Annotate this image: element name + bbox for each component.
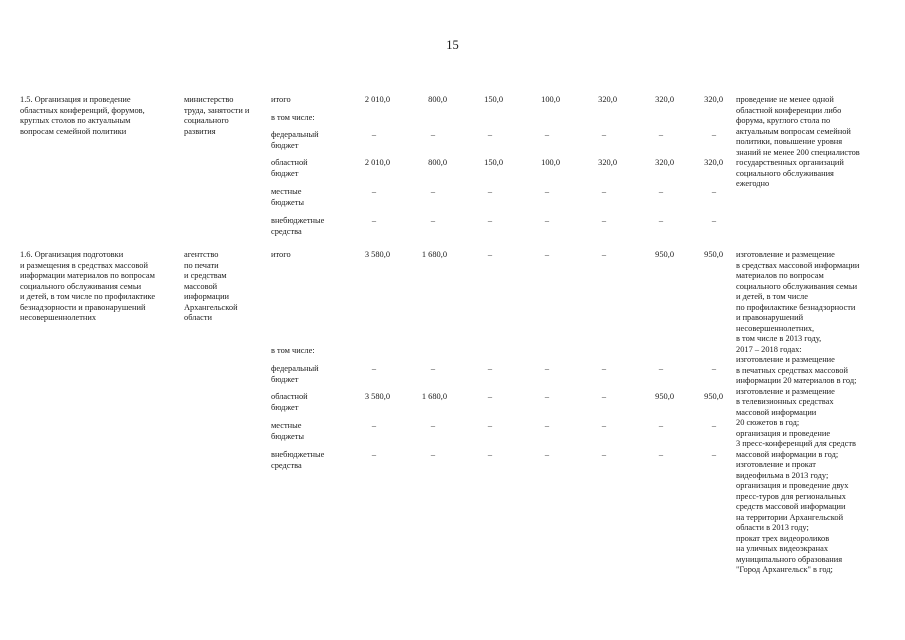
value-cell: 950,0 [704, 392, 723, 401]
value-cell: 320,0 [598, 95, 617, 104]
source-label: федеральный бюджет [271, 130, 319, 150]
value-cell: – [601, 421, 606, 430]
value-cell: – [658, 130, 663, 139]
value-cell: – [658, 450, 663, 459]
value-cell: – [430, 421, 435, 430]
source-label: местные бюджеты [271, 421, 305, 441]
value-cell: 3 580,0 [364, 250, 390, 259]
value-cell: – [601, 450, 606, 459]
value-cell: – [601, 130, 606, 139]
value-cell: 2 010,0 [364, 95, 390, 104]
activity-description: 1.6. Организация подготовки и размещения в средствах массовой информации материалов по вопросам социального обслуживания семьи и детей, в том числе по профилактике безнадзорности и правонарушений несовершеннолетних [20, 250, 156, 322]
value-cell: – [544, 216, 549, 225]
value-cell: – [487, 187, 492, 196]
expected-result: изготовление и размещение в средствах массовой информации материалов по вопросам социального обслуживания семьи и детей, в том числе по профилактике безнадзорности и правонарушений несовершеннолетних, в том числе в 2013 году, 2017 – 2018 годах: изготовление и размещение в печатных средствах массовой информации 20 материалов в год; изготовление и размещение в телевизионных средствах массовой информации 20 сюжетов в год; организация и проведение 3 пресс-конференций для средств массовой информации в год; изготовление и прокат видеофильма в 2013 году; организация и проведение двух пресс-туров для региональных средств массовой информации на территории Архангельской области в 2013 году; прокат трех видеороликов на уличных видеоэкранах муниципального образования "Город Архангельск" в год; [736, 250, 860, 574]
value-cell: – [658, 364, 663, 373]
value-cell: 150,0 [484, 95, 503, 104]
value-cell: – [544, 250, 549, 259]
value-cell: 950,0 [704, 250, 723, 259]
value-cell: 800,0 [428, 95, 447, 104]
value-cell: – [487, 392, 492, 401]
value-cell: – [601, 216, 606, 225]
value-cell: 1 680,0 [421, 392, 447, 401]
value-cell: – [658, 421, 663, 430]
source-label: областной бюджет [271, 158, 308, 178]
value-cell: 950,0 [655, 392, 674, 401]
value-cell: – [658, 187, 663, 196]
value-cell: – [371, 187, 376, 196]
value-cell: – [601, 250, 606, 259]
expected-result: проведение не менее одной областной конференции либо форума, круглого стола по актуальным вопросам семейной политики, повышение уровня знаний не менее 200 специалистов государственных организаций социального обслуживания ежегодно [736, 95, 860, 188]
value-cell: – [711, 364, 716, 373]
value-cell: 800,0 [428, 158, 447, 167]
value-cell: – [544, 187, 549, 196]
source-label: в том числе: [271, 346, 315, 355]
value-cell: – [371, 450, 376, 459]
value-cell: – [371, 364, 376, 373]
value-cell: – [601, 392, 606, 401]
value-cell: 320,0 [655, 95, 674, 104]
source-label: федеральный бюджет [271, 364, 319, 384]
value-cell: 320,0 [704, 95, 723, 104]
value-cell: – [371, 421, 376, 430]
value-cell: – [487, 421, 492, 430]
value-cell: – [544, 421, 549, 430]
value-cell: 950,0 [655, 250, 674, 259]
value-cell: – [711, 450, 716, 459]
source-label: внебюджетные средства [271, 450, 325, 470]
value-cell: 320,0 [598, 158, 617, 167]
value-cell: – [544, 130, 549, 139]
value-cell: – [711, 187, 716, 196]
source-label: итого [271, 95, 291, 104]
value-cell: 320,0 [655, 158, 674, 167]
source-label: областной бюджет [271, 392, 308, 412]
source-label: местные бюджеты [271, 187, 305, 207]
value-cell: 100,0 [541, 158, 560, 167]
value-cell: – [487, 450, 492, 459]
value-cell: 100,0 [541, 95, 560, 104]
value-cell: 1 680,0 [421, 250, 447, 259]
page-number: 15 [446, 38, 459, 52]
value-cell: – [601, 187, 606, 196]
value-cell: – [544, 364, 549, 373]
value-cell: – [658, 216, 663, 225]
value-cell: – [371, 216, 376, 225]
value-cell: – [430, 130, 435, 139]
value-cell: – [711, 130, 716, 139]
source-label: внебюджетные средства [271, 216, 325, 236]
value-cell: – [711, 421, 716, 430]
value-cell: – [430, 450, 435, 459]
value-cell: – [487, 216, 492, 225]
responsible-executor: агентство по печати и средствам массовой информации Архангельской области [184, 250, 238, 322]
activity-description: 1.5. Организация и проведение областных конференций, форумов, круглых столов по актуальным вопросам семейной политики [20, 95, 145, 136]
value-cell: – [544, 392, 549, 401]
value-cell: – [544, 450, 549, 459]
value-cell: 320,0 [704, 158, 723, 167]
value-cell: – [487, 130, 492, 139]
value-cell: 2 010,0 [364, 158, 390, 167]
value-cell: – [487, 250, 492, 259]
responsible-executor: министерство труда, занятости и социального развития [184, 95, 250, 136]
value-cell: 3 580,0 [364, 392, 390, 401]
source-label: итого [271, 250, 291, 259]
value-cell: – [601, 364, 606, 373]
value-cell: – [430, 364, 435, 373]
value-cell: – [711, 216, 716, 225]
value-cell: – [430, 187, 435, 196]
value-cell: – [430, 216, 435, 225]
value-cell: – [487, 364, 492, 373]
value-cell: 150,0 [484, 158, 503, 167]
source-label: в том числе: [271, 113, 315, 122]
value-cell: – [371, 130, 376, 139]
